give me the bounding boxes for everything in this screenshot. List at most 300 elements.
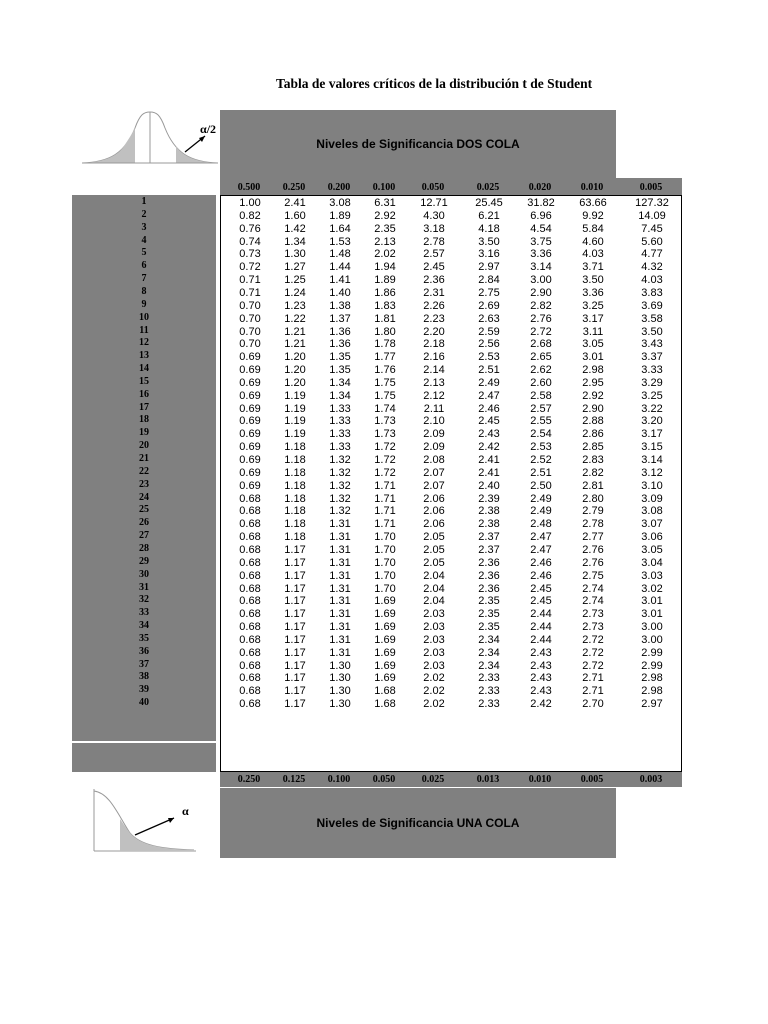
table-cell: 1.19 [284,389,306,402]
table-cell: 1.32 [329,454,351,466]
table-cell: 3.71 [582,261,604,274]
table-cell: 1.94 [374,261,396,274]
table-cell: 1.31 [329,556,351,569]
table-cell: 0.68 [239,646,261,659]
table-cell: 2.06 [423,518,445,531]
table-cell: 1.73 [374,415,396,428]
table-cell: 2.13 [374,235,396,248]
table-cell: 2.18 [423,338,445,351]
table-cell: 2.48 [530,518,552,531]
table-cell: 5.60 [641,235,663,248]
df-label: 18 [139,414,149,426]
table-cell: 3.36 [582,286,604,299]
table-cell: 14.09 [638,209,666,222]
table-cell: 1.69 [374,608,396,621]
table-cell: 1.17 [284,595,306,608]
table-cell: 2.11 [423,402,445,415]
table-cell: 0.69 [239,351,261,364]
table-cell: 3.08 [641,505,663,518]
table-cell: 3.01 [641,595,663,608]
table-cell: 2.51 [530,466,552,479]
table-cell: 2.43 [530,646,552,659]
two-tail-level-7: 0.010 [580,182,604,193]
table-cell: 12.71 [420,197,448,209]
table-cell: 1.23 [284,299,306,312]
table-cell: 2.98 [582,364,604,377]
table-cell: 1.18 [284,531,306,544]
table-cell: 4.54 [530,222,552,235]
df-label: 16 [139,388,149,400]
table-cell: 0.71 [239,274,261,287]
df-label: 4 [141,234,147,246]
table-cell: 2.05 [423,531,445,544]
table-cell: 2.74 [582,582,604,595]
table-cell: 3.25 [641,389,663,402]
table-cell: 3.36 [530,248,552,261]
table-cell: 2.49 [530,492,552,505]
table-cell: 3.69 [641,299,663,312]
table-cell: 0.73 [239,248,261,261]
table-cell: 2.04 [423,582,445,595]
table-cell: 3.58 [641,312,663,325]
table-cell: 2.23 [423,312,445,325]
table-cell: 3.03 [641,569,663,582]
table-cell: 2.85 [582,441,604,454]
table-cell: 2.06 [423,492,445,505]
table-cell: 0.82 [239,209,261,222]
table-cell: 1.72 [374,466,396,479]
table-cell: 2.50 [530,479,552,492]
table-cell: 2.35 [478,608,500,621]
table-cell: 1.17 [284,633,306,646]
table-cell: 1.24 [284,286,306,299]
table-cell: 1.75 [374,389,396,402]
table-cell: 1.44 [329,261,351,274]
table-cell: 3.14 [641,454,663,466]
table-cell: 2.10 [423,415,445,428]
table-cell: 0.68 [239,505,261,518]
table-cell: 1.36 [329,325,351,338]
df-label: 27 [139,530,149,542]
table-cell: 6.96 [530,209,552,222]
table-cell: 0.69 [239,389,261,402]
table-cell: 1.71 [374,505,396,518]
table-cell: 2.72 [582,633,604,646]
table-cell: 1.17 [284,543,306,556]
table-cell: 2.35 [374,222,396,235]
table-cell: 2.38 [478,518,500,531]
table-cell: 2.14 [423,364,445,377]
df-label: 19 [139,427,149,439]
table-cell: 2.76 [530,312,552,325]
table-cell: 2.52 [530,454,552,466]
table-cell: 1.17 [284,646,306,659]
table-cell: 1.18 [284,466,306,479]
df-label: 35 [139,632,149,644]
table-cell: 1.42 [284,222,306,235]
table-cell: 3.00 [641,621,663,634]
table-cell: 0.76 [239,222,261,235]
table-cell: 3.50 [582,274,604,287]
table-cell: 1.81 [374,312,396,325]
table-cell: 1.69 [374,659,396,672]
table-cell: 3.20 [641,415,663,428]
table-cell: 1.35 [329,351,351,364]
table-cell: 0.70 [239,312,261,325]
alpha-label: α [182,804,189,818]
table-cell: 1.86 [374,286,396,299]
table-cell: 1.32 [329,492,351,505]
table-cell: 31.82 [527,197,555,209]
table-cell: 2.03 [423,659,445,672]
one-tail-level-0: 0.250 [237,774,261,785]
table-cell: 2.78 [582,518,604,531]
table-cell: 1.48 [329,248,351,261]
df-label: 22 [139,465,149,477]
table-cell: 2.02 [423,685,445,698]
table-cell: 2.72 [582,659,604,672]
table-cell: 2.35 [478,621,500,634]
table-cell: 3.01 [582,351,604,364]
table-cell: 1.18 [284,518,306,531]
df-label: 13 [139,350,149,362]
table-cell: 3.37 [641,351,663,364]
table-cell: 1.31 [329,633,351,646]
df-label: 34 [139,620,149,632]
page-title: Tabla de valores críticos de la distribución t de Student [276,76,593,91]
table-cell: 3.33 [641,364,663,377]
df-label: 3 [141,221,147,233]
table-cell: 1.30 [329,698,351,711]
df-label: 14 [139,363,149,375]
table-cell: 2.41 [478,466,500,479]
table-cell: 2.74 [582,595,604,608]
table-cell: 2.98 [641,672,663,685]
table-cell: 1.17 [284,621,306,634]
table-cell: 2.20 [423,325,445,338]
table-cell: 0.70 [239,299,261,312]
table-cell: 2.07 [423,479,445,492]
table-cell: 2.68 [530,338,552,351]
table-cell: 1.31 [329,531,351,544]
table-cell: 1.20 [284,376,306,389]
table-cell: 2.47 [530,531,552,544]
table-cell: 1.74 [374,402,396,415]
table-cell: 3.12 [641,466,663,479]
table-cell: 2.45 [478,415,500,428]
table-cell: 2.78 [423,235,445,248]
table-cell: 2.72 [582,646,604,659]
df-label: 9 [141,298,147,310]
table-cell: 2.73 [582,621,604,634]
table-cell: 3.00 [530,274,552,287]
table-cell: 2.08 [423,454,445,466]
table-cell: 1.17 [284,698,306,711]
table-cell: 1.19 [284,428,306,441]
table-cell: 2.45 [530,582,552,595]
table-cell: 1.17 [284,582,306,595]
df-label: 31 [139,581,149,593]
table-cell: 2.47 [530,543,552,556]
table-cell: 1.69 [374,595,396,608]
table-cell: 0.69 [239,376,261,389]
df-label: 21 [139,453,149,464]
table-cell: 1.83 [374,299,396,312]
table-cell: 2.98 [641,685,663,698]
table-cell: 9.92 [582,209,604,222]
table-cell: 1.36 [329,338,351,351]
table-cell: 2.57 [530,402,552,415]
table-cell: 0.70 [239,325,261,338]
table-cell: 0.72 [239,261,261,274]
table-cell: 1.33 [329,428,351,441]
df-label: 7 [141,273,147,285]
table-cell: 3.07 [641,518,663,531]
table-cell: 1.18 [284,492,306,505]
table-cell: 3.25 [582,299,604,312]
table-cell: 2.77 [582,531,604,544]
table-cell: 2.53 [530,441,552,454]
table-cell: 0.68 [239,569,261,582]
table-cell: 2.76 [582,556,604,569]
df-label: 38 [139,671,149,683]
df-label: 2 [141,208,147,220]
table-cell: 4.32 [641,261,663,274]
table-cell: 1.31 [329,582,351,595]
table-cell: 1.17 [284,659,306,672]
one-tail-banner [220,788,616,858]
table-cell: 2.05 [423,543,445,556]
table-cell: 2.03 [423,633,445,646]
table-cell: 0.68 [239,621,261,634]
df-label: 1 [141,196,147,207]
df-label: 20 [139,440,149,452]
df-label: 12 [139,337,149,349]
two-tail-levels-row [220,180,682,195]
table-cell: 2.75 [478,286,500,299]
table-cell: 4.03 [641,274,663,287]
table-cell: 3.01 [641,608,663,621]
table-cell: 3.06 [641,531,663,544]
df-label: 24 [139,491,149,503]
table-cell: 1.31 [329,543,351,556]
table-cell: 1.70 [374,556,396,569]
table-cell: 1.34 [284,235,306,248]
table-cell: 1.33 [329,441,351,454]
table-cell: 1.19 [284,415,306,428]
table-cell: 3.75 [530,235,552,248]
table-cell: 1.70 [374,582,396,595]
table-cell: 2.44 [530,621,552,634]
table-cell: 1.70 [374,531,396,544]
table-cell: 1.22 [284,312,306,325]
table-cell: 2.82 [530,299,552,312]
table-cell: 2.36 [423,274,445,287]
table-cell: 2.26 [423,299,445,312]
table-cell: 1.30 [329,659,351,672]
table-cell: 2.65 [530,351,552,364]
df-divider [72,741,216,743]
table-cell: 4.77 [641,248,663,261]
table-cell: 4.03 [582,248,604,261]
table-cell: 3.09 [641,492,663,505]
table-cell: 2.58 [530,389,552,402]
table-cell: 1.60 [284,209,306,222]
table-cell: 2.31 [423,286,445,299]
table-cell: 3.05 [641,543,663,556]
table-cell: 3.43 [641,338,663,351]
table-cell: 1.76 [374,364,396,377]
table-cell: 2.43 [530,685,552,698]
table-cell: 1.69 [374,646,396,659]
table-cell: 3.10 [641,479,663,492]
table-cell: 63.66 [579,197,607,209]
table-cell: 1.89 [374,274,396,287]
table-cell: 2.09 [423,441,445,454]
table-cell: 2.34 [478,659,500,672]
one-tail-level-2: 0.100 [327,774,351,785]
table-cell: 3.05 [582,338,604,351]
table-cell: 0.69 [239,441,261,454]
table-cell: 1.32 [329,505,351,518]
table-cell: 1.68 [374,698,396,711]
table-cell: 2.83 [582,454,604,466]
table-cell: 2.95 [582,376,604,389]
table-cell: 2.90 [582,402,604,415]
df-label: 32 [139,594,149,606]
one-tail-levels-row [220,772,682,787]
table-cell: 1.34 [329,389,351,402]
two-tail-level-1: 0.250 [282,182,306,193]
table-cell: 1.20 [284,364,306,377]
table-cell: 0.68 [239,518,261,531]
df-label: 33 [139,607,149,619]
table-cell: 2.75 [582,569,604,582]
table-cell: 3.16 [478,248,500,261]
table-cell: 1.71 [374,479,396,492]
table-cell: 2.63 [478,312,500,325]
table-cell: 0.68 [239,531,261,544]
table-cell: 1.20 [284,351,306,364]
one-tail-level-1: 0.125 [282,774,306,785]
table-cell: 1.32 [329,466,351,479]
table-cell: 7.45 [641,222,663,235]
df-label: 40 [139,697,149,709]
table-cell: 2.54 [530,428,552,441]
table-cell: 3.83 [641,286,663,299]
df-label: 5 [141,247,147,259]
table-cell: 2.55 [530,415,552,428]
table-cell: 2.59 [478,325,500,338]
table-cell: 4.18 [478,222,500,235]
table-cell: 25.45 [475,197,503,209]
table-cell: 0.69 [239,454,261,466]
table-cell: 0.68 [239,672,261,685]
table-cell: 2.35 [478,595,500,608]
two-tail-level-0: 0.500 [237,182,261,193]
table-cell: 2.57 [423,248,445,261]
two-tail-label: Niveles de Significancia DOS COLA [316,137,520,151]
one-tail-level-4: 0.025 [421,774,445,785]
table-cell: 2.09 [423,428,445,441]
table-cell: 2.39 [478,492,500,505]
df-label: 28 [139,542,149,554]
table-cell: 2.46 [530,569,552,582]
df-label: 26 [139,517,149,529]
table-cell: 2.43 [478,428,500,441]
table-cell: 2.04 [423,595,445,608]
table-cell: 1.53 [329,235,351,248]
table-cell: 1.72 [374,441,396,454]
table-cell: 3.50 [641,325,663,338]
table-cell: 2.82 [582,466,604,479]
table-cell: 2.76 [582,543,604,556]
table-cell: 2.97 [641,698,663,711]
table-cell: 1.41 [329,274,351,287]
table-cell: 1.35 [329,364,351,377]
table-cell: 1.18 [284,505,306,518]
table-cell: 1.38 [329,299,351,312]
table-cell: 1.18 [284,441,306,454]
table-cell: 2.36 [478,569,500,582]
table-cell: 1.17 [284,556,306,569]
table-cell: 2.33 [478,698,500,711]
table-cell: 2.43 [530,672,552,685]
table-cell: 0.68 [239,633,261,646]
df-column [72,195,216,772]
df-label: 25 [139,504,149,516]
df-label: 11 [139,324,149,336]
table-cell: 2.47 [478,389,500,402]
table-cell: 2.04 [423,569,445,582]
table-cell: 0.68 [239,543,261,556]
table-cell: 1.71 [374,518,396,531]
table-cell: 4.30 [423,209,445,222]
table-cell: 3.17 [582,312,604,325]
table-cell: 3.17 [641,428,663,441]
table-cell: 1.34 [329,376,351,389]
table-cell: 2.36 [478,556,500,569]
table-cell: 2.13 [423,376,445,389]
table-cell: 0.68 [239,492,261,505]
table-cell: 2.05 [423,556,445,569]
table-cell: 0.68 [239,659,261,672]
table-cell: 5.84 [582,222,604,235]
table-cell: 1.69 [374,672,396,685]
df-label: 8 [141,285,147,297]
two-tail-level-4: 0.050 [421,182,445,193]
table-cell: 0.68 [239,685,261,698]
table-cell: 1.27 [284,261,306,274]
table-cell: 0.69 [239,415,261,428]
table-cell: 1.78 [374,338,396,351]
table-cell: 2.03 [423,608,445,621]
df-label: 39 [139,684,149,696]
df-label: 29 [139,555,149,567]
df-label: 30 [139,568,149,580]
table-cell: 1.75 [374,376,396,389]
table-cell: 0.69 [239,364,261,377]
table-cell: 0.68 [239,698,261,711]
table-cell: 6.21 [478,209,500,222]
table-cell: 3.00 [641,633,663,646]
table-cell: 1.69 [374,621,396,634]
df-label: 37 [139,658,149,670]
table-cell: 2.73 [582,608,604,621]
table-cell: 1.68 [374,685,396,698]
table-cell: 1.33 [329,415,351,428]
table-cell: 1.30 [329,672,351,685]
